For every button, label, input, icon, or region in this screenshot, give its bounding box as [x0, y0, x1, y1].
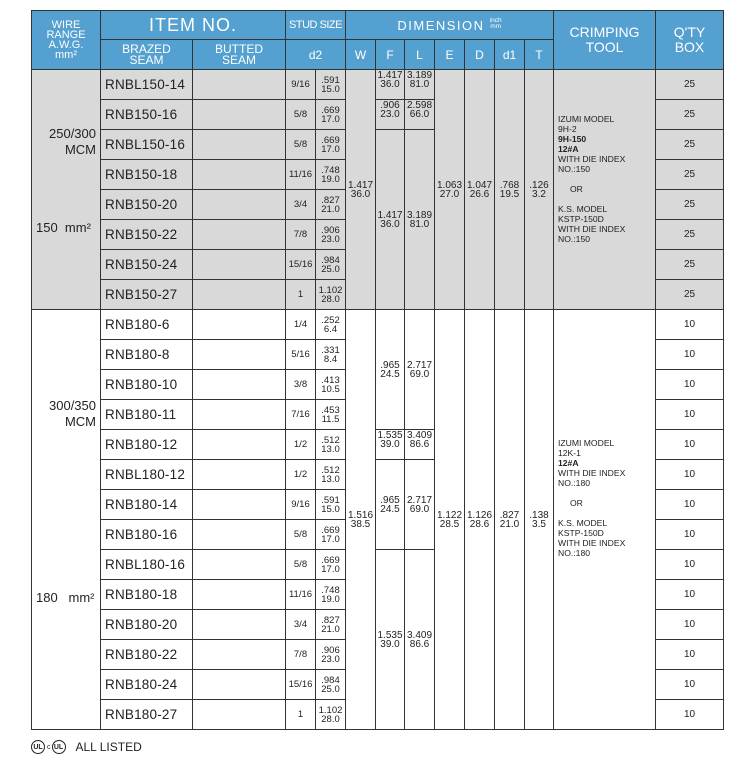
butted-seam-header: BUTTED SEAM [193, 40, 286, 70]
dim-d: 1.126 28.6 [465, 310, 495, 730]
qty-value: 10 [656, 370, 724, 400]
butted-seam-cell [193, 340, 286, 370]
qty-value: 25 [656, 220, 724, 250]
crimping-tool-header: CRIMPING TOOL [554, 11, 656, 70]
item-no: RNBL150-14 [101, 70, 193, 100]
item-no: RNB180-12 [101, 430, 193, 460]
qty-value: 10 [656, 550, 724, 580]
dim-d: 1.047 26.6 [465, 70, 495, 310]
wire-range-cell [32, 70, 101, 310]
cul-logo-icon: UL [52, 740, 66, 754]
dim-d1: .827 21.0 [495, 310, 525, 730]
butted-seam-cell [193, 160, 286, 190]
stud-fraction: 11/16 [286, 580, 316, 610]
item-no: RNB180-20 [101, 610, 193, 640]
stud-fraction: 5/16 [286, 340, 316, 370]
d2-value: .453 11.5 [316, 400, 346, 430]
dim-f: .906 23.0 [376, 100, 405, 130]
stud-fraction: 3/8 [286, 370, 316, 400]
item-no: RNB180-6 [101, 310, 193, 340]
butted-seam-cell [193, 610, 286, 640]
stud-fraction: 3/4 [286, 610, 316, 640]
col-f-header: F [376, 40, 405, 70]
qty-value: 10 [656, 400, 724, 430]
qty-value: 25 [656, 130, 724, 160]
item-no: RNB180-14 [101, 490, 193, 520]
range-mm2: 180 mm² [36, 590, 95, 605]
stud-fraction: 1/4 [286, 310, 316, 340]
item-no: RNBL180-12 [101, 460, 193, 490]
butted-seam-cell [193, 520, 286, 550]
dim-t: .126 3.2 [525, 70, 554, 310]
butted-seam-cell [193, 280, 286, 310]
butted-seam-cell [193, 580, 286, 610]
qty-value: 25 [656, 250, 724, 280]
stud-size-header: STUD SIZE [286, 11, 346, 40]
d2-value: .984 25.0 [316, 250, 346, 280]
brazed-seam-header: BRAZED SEAM [101, 40, 193, 70]
stud-fraction: 5/8 [286, 100, 316, 130]
dim-l: 3.189 81.0 [405, 70, 435, 100]
dim-l: 2.598 66.0 [405, 100, 435, 130]
dim-f: 1.535 39.0 [376, 430, 405, 460]
qty-value: 10 [656, 700, 724, 730]
butted-seam-cell [193, 190, 286, 220]
d2-value: .748 19.0 [316, 160, 346, 190]
item-no: RNB150-20 [101, 190, 193, 220]
d2-value: .591 15.0 [316, 70, 346, 100]
d2-value: 1.102 28.0 [316, 280, 346, 310]
stud-fraction: 1 [286, 700, 316, 730]
butted-seam-cell [193, 460, 286, 490]
col-w-header: W [346, 40, 376, 70]
qty-value: 10 [656, 580, 724, 610]
item-no: RNB180-10 [101, 370, 193, 400]
stud-fraction: 1 [286, 280, 316, 310]
dim-f: .965 24.5 [376, 310, 405, 430]
dim-t: .138 3.5 [525, 310, 554, 730]
item-no: RNB180-24 [101, 670, 193, 700]
qty-value: 10 [656, 640, 724, 670]
all-listed-text: ALL LISTED [75, 740, 142, 754]
qty-value: 10 [656, 340, 724, 370]
certification-footer [31, 740, 142, 754]
product-table [31, 10, 724, 730]
d2-value: .984 25.0 [316, 670, 346, 700]
qty-value: 25 [656, 70, 724, 100]
butted-seam-cell [193, 550, 286, 580]
butted-seam-cell [193, 100, 286, 130]
d2-value: .512 13.0 [316, 430, 346, 460]
d2-value: .669 17.0 [316, 520, 346, 550]
table-row [32, 70, 724, 100]
item-no: RNB180-16 [101, 520, 193, 550]
qty-value: 10 [656, 610, 724, 640]
cul-prefix: c [47, 743, 51, 751]
d2-header: d2 [286, 40, 346, 70]
qty-value: 25 [656, 160, 724, 190]
butted-seam-cell [193, 700, 286, 730]
d2-value: 1.102 28.0 [316, 700, 346, 730]
item-no: RNB150-27 [101, 280, 193, 310]
d2-value: .331 8.4 [316, 340, 346, 370]
qty-value: 10 [656, 520, 724, 550]
butted-seam-cell [193, 250, 286, 280]
item-no: RNB180-22 [101, 640, 193, 670]
dim-w: 1.417 36.0 [346, 70, 376, 310]
range-awg: 250/300 MCM [49, 126, 96, 157]
stud-fraction: 1/2 [286, 460, 316, 490]
item-no: RNB150-22 [101, 220, 193, 250]
dim-l: 3.189 81.0 [405, 130, 435, 310]
crimping-tool-cell [554, 310, 656, 730]
d2-value: .827 21.0 [316, 190, 346, 220]
col-e-header: E [435, 40, 465, 70]
item-no: RNB180-27 [101, 700, 193, 730]
dim-f: .965 24.5 [376, 460, 405, 550]
item-no: RNB180-18 [101, 580, 193, 610]
qty-value: 10 [656, 460, 724, 490]
qty-value: 10 [656, 490, 724, 520]
d2-value: .413 10.5 [316, 370, 346, 400]
stud-fraction: 9/16 [286, 490, 316, 520]
d2-value: .669 17.0 [316, 130, 346, 160]
wire-range-header: WIRE RANGE A.W.G. mm² [32, 11, 101, 70]
dim-l: 2.717 69.0 [405, 310, 435, 430]
stud-fraction: 5/8 [286, 550, 316, 580]
col-t-header: T [525, 40, 554, 70]
dimension-units: inch mm [489, 16, 502, 30]
butted-seam-cell [193, 370, 286, 400]
dim-f: 1.535 39.0 [376, 550, 405, 730]
dim-f: 1.417 36.0 [376, 130, 405, 310]
stud-fraction: 5/8 [286, 130, 316, 160]
dim-w: 1.516 38.5 [346, 310, 376, 730]
butted-seam-cell [193, 640, 286, 670]
qty-box-header: Q'TY BOX [656, 11, 724, 70]
crimp-text: WITH DIE INDEX NO.:180 OR K.S. MODEL KSTP-150D WITH DIE INDEX NO.:180 [558, 468, 626, 558]
dim-e: 1.063 27.0 [435, 70, 465, 310]
item-no: RNB150-24 [101, 250, 193, 280]
qty-value: 25 [656, 100, 724, 130]
stud-fraction: 7/8 [286, 220, 316, 250]
item-no: RNB150-18 [101, 160, 193, 190]
wire-range-cell [32, 310, 101, 730]
stud-fraction: 7/16 [286, 400, 316, 430]
d2-value: .669 17.0 [316, 100, 346, 130]
d2-value: .906 23.0 [316, 220, 346, 250]
stud-fraction: 11/16 [286, 160, 316, 190]
crimp-die-bold: 9H-150 12#A [558, 134, 587, 154]
col-d-header: D [465, 40, 495, 70]
d2-value: .748 19.0 [316, 580, 346, 610]
d2-value: .906 23.0 [316, 640, 346, 670]
crimp-die-bold: 12#A [558, 458, 579, 468]
butted-seam-cell [193, 310, 286, 340]
qty-value: 10 [656, 430, 724, 460]
d2-value: .827 21.0 [316, 610, 346, 640]
dim-e: 1.122 28.5 [435, 310, 465, 730]
dim-d1: .768 19.5 [495, 70, 525, 310]
range-awg: 300/350 MCM [49, 398, 96, 429]
qty-value: 25 [656, 190, 724, 220]
butted-seam-cell [193, 670, 286, 700]
dim-l: 3.409 86.6 [405, 430, 435, 460]
qty-value: 25 [656, 280, 724, 310]
col-d1-header: d1 [495, 40, 525, 70]
butted-seam-cell [193, 70, 286, 100]
item-no: RNBL150-16 [101, 130, 193, 160]
butted-seam-cell [193, 490, 286, 520]
d2-value: .512 13.0 [316, 460, 346, 490]
butted-seam-cell [193, 400, 286, 430]
qty-value: 10 [656, 310, 724, 340]
crimp-text: IZUMI MODEL 12K-1 [558, 438, 615, 458]
dim-l: 2.717 69.0 [405, 460, 435, 550]
stud-fraction: 3/4 [286, 190, 316, 220]
item-no: RNB180-8 [101, 340, 193, 370]
dimension-header: DIMENSION inch mm [346, 11, 554, 40]
stud-fraction: 5/8 [286, 520, 316, 550]
item-no: RNB150-16 [101, 100, 193, 130]
stud-fraction: 15/16 [286, 670, 316, 700]
stud-fraction: 15/16 [286, 250, 316, 280]
stud-fraction: 9/16 [286, 70, 316, 100]
qty-value: 10 [656, 670, 724, 700]
butted-seam-cell [193, 430, 286, 460]
stud-fraction: 1/2 [286, 430, 316, 460]
dim-l: 3.409 86.6 [405, 550, 435, 730]
stud-fraction: 7/8 [286, 640, 316, 670]
d2-value: .591 15.0 [316, 490, 346, 520]
ul-logo-icon: UL [31, 740, 45, 754]
col-l-header: L [405, 40, 435, 70]
crimp-text: IZUMI MODEL 9H-2 [558, 114, 615, 134]
butted-seam-cell [193, 220, 286, 250]
crimping-tool-cell [554, 70, 656, 310]
item-no: RNB180-11 [101, 400, 193, 430]
item-no-header: ITEM NO. [101, 11, 286, 40]
crimp-text: WITH DIE INDEX NO.:150 OR K.S. MODEL KSTP-150D WITH DIE INDEX NO.:150 [558, 154, 626, 244]
table-row [32, 310, 724, 340]
d2-value: .252 6.4 [316, 310, 346, 340]
item-no: RNBL180-16 [101, 550, 193, 580]
butted-seam-cell [193, 130, 286, 160]
d2-value: .669 17.0 [316, 550, 346, 580]
dim-f: 1.417 36.0 [376, 70, 405, 100]
range-mm2: 150 mm² [36, 220, 91, 235]
